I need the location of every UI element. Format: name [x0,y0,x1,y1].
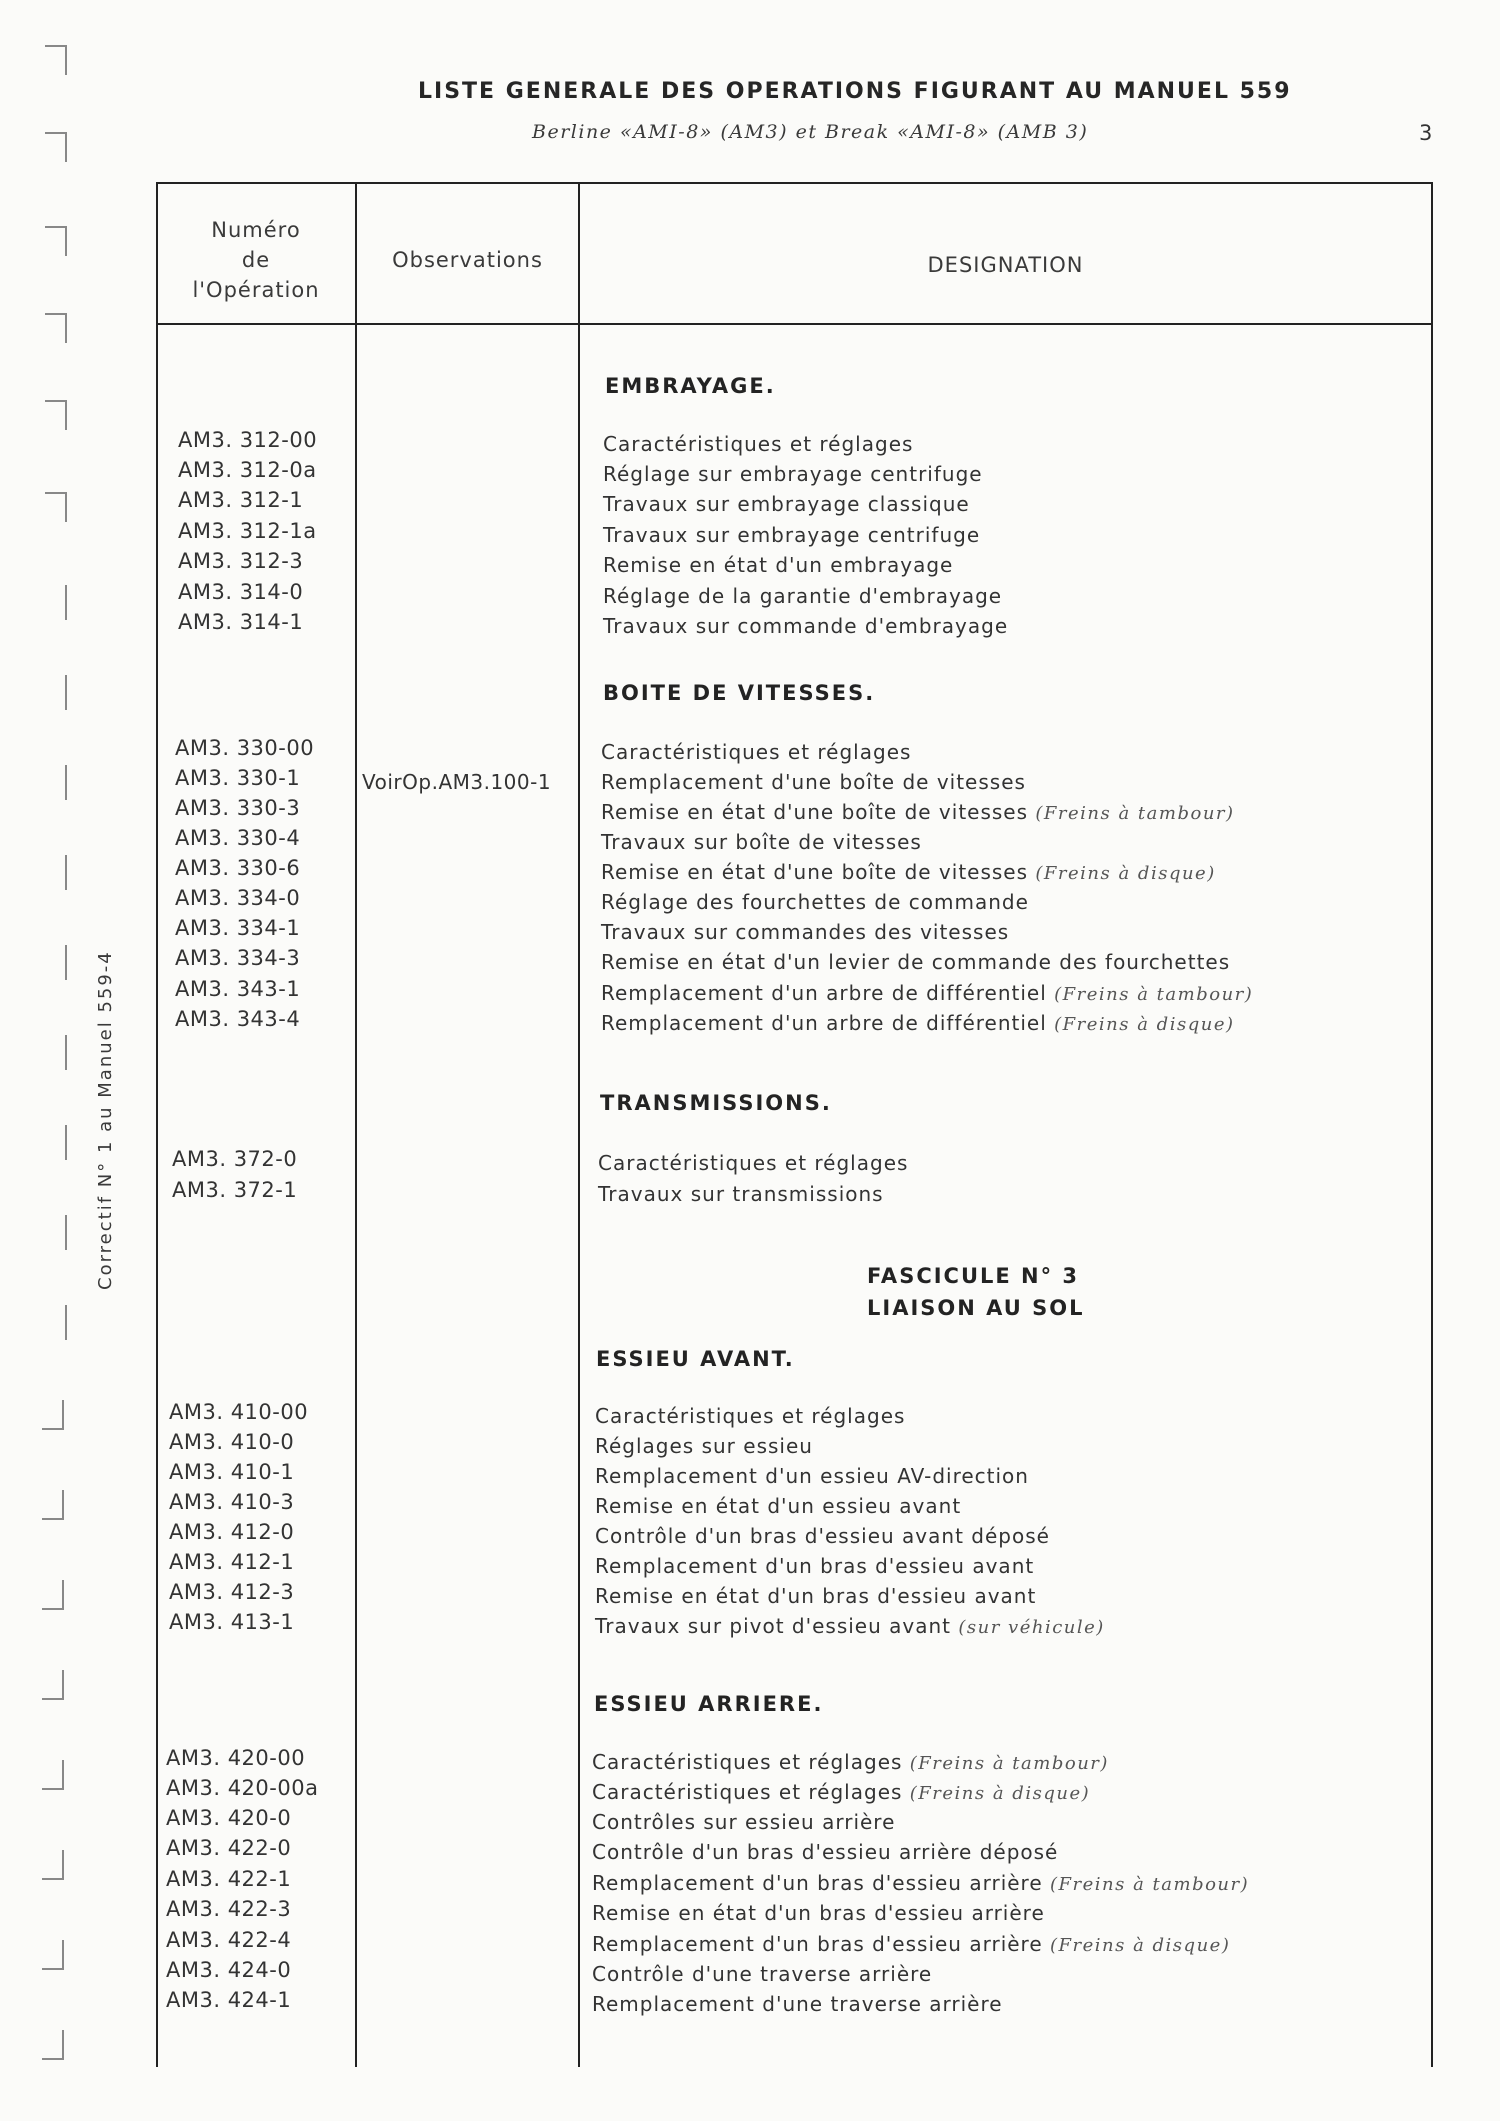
operation-number: AM3. 314-1 [178,610,304,634]
operation-designation: Caractéristiques et réglages [595,1404,906,1428]
margin-mark [45,226,67,256]
operation-designation: Travaux sur commandes des vitesses [601,920,1010,944]
operation-designation: Remplacement d'un essieu AV-direction [595,1464,1029,1488]
operation-number: AM3. 334-3 [175,946,301,970]
operation-designation: Remise en état d'une boîte de vitesses (Freins à tambour) [601,800,1235,824]
operation-designation: Caractéristiques et réglages (Freins à disque) [592,1780,1091,1804]
operation-designation: Remise en état d'un embrayage [603,553,954,577]
operation-number: AM3. 372-1 [172,1178,298,1202]
operation-number: AM3. 343-1 [175,977,301,1001]
margin-mark [45,1125,67,1160]
section-title-essieu-avant: ESSIEU AVANT. [596,1347,795,1371]
side-note: Correctif N° 1 au Manuel 559-4 [95,950,116,1290]
operation-designation: Réglage des fourchettes de commande [601,890,1029,914]
operation-number: AM3. 330-3 [175,796,301,820]
margin-mark [45,45,67,75]
margin-mark [45,400,67,430]
operation-number: AM3. 330-4 [175,826,301,850]
operation-designation: Remise en état d'un levier de commande des fourchettes [601,950,1231,974]
operation-number: AM3. 412-0 [169,1520,295,1544]
operation-designation: Travaux sur boîte de vitesses [601,830,922,854]
operation-number: AM3. 410-00 [169,1400,309,1424]
operation-number: AM3. 372-0 [172,1147,298,1171]
operation-designation: Contrôle d'une traverse arrière [592,1962,933,1986]
operation-designation: Remplacement d'un arbre de différentiel (Freins à disque) [601,1011,1235,1035]
header-number-line-2: de [241,248,271,272]
margin-mark [45,675,67,710]
margin-mark [42,1580,64,1610]
operation-number: AM3. 334-1 [175,916,301,940]
operation-number: AM3. 420-0 [166,1806,292,1830]
margin-mark [45,765,67,800]
operation-number: AM3. 422-0 [166,1836,292,1860]
operation-number: AM3. 314-0 [178,580,304,604]
margin-mark [45,855,67,890]
page-number: 3 [1419,121,1433,145]
operation-designation: Remplacement d'un bras d'essieu arrière (Freins à disque) [592,1932,1231,1956]
operation-designation: Remise en état d'un bras d'essieu avant [595,1584,1037,1608]
margin-mark [42,1490,64,1520]
operation-designation: Travaux sur transmissions [598,1182,884,1206]
margin-mark [45,132,67,162]
operation-designation: Remplacement d'une boîte de vitesses [601,770,1026,794]
operation-number: AM3. 312-1a [178,519,317,543]
operation-number: AM3. 343-4 [175,1007,301,1031]
table-right-border [1431,182,1433,2067]
operation-designation: Travaux sur embrayage classique [603,492,970,516]
table-top-border [156,182,1433,184]
operation-number: AM3. 420-00a [166,1776,319,1800]
fascicule-number: FASCICULE N° 3 [867,1264,1080,1288]
operation-designation: Remise en état d'une boîte de vitesses (Freins à disque) [601,860,1216,884]
table-header-divider [156,323,1433,325]
table-left-border [156,182,158,2067]
operation-designation: Travaux sur pivot d'essieu avant (sur véhicule) [595,1614,1105,1638]
operation-number: AM3. 412-3 [169,1580,295,1604]
operation-designation: Réglages sur essieu [595,1434,813,1458]
operation-designation: Contrôles sur essieu arrière [592,1810,896,1834]
margin-mark [45,1305,67,1340]
margin-mark [45,1035,67,1070]
operation-designation: Travaux sur commande d'embrayage [603,614,1009,638]
operation-number: AM3. 410-3 [169,1490,295,1514]
page-subtitle: Berline «AMI-8» (AM3) et Break «AMI-8» (AMB 3) [532,121,1089,143]
margin-mark [42,1850,64,1880]
section-title-embrayage: EMBRAYAGE. [605,374,776,398]
operation-designation: Remise en état d'un bras d'essieu arrière [592,1901,1045,1925]
margin-mark [45,492,67,522]
table-column-divider-2 [578,182,580,2067]
operation-number: AM3. 334-0 [175,886,301,910]
section-title-boite-de-vitesses: BOITE DE VITESSES. [603,681,876,705]
operation-number: AM3. 312-1 [178,488,304,512]
operation-designation: Remplacement d'une traverse arrière [592,1992,1003,2016]
operation-number: AM3. 413-1 [169,1610,295,1634]
header-number-line-1: Numéro [211,218,301,242]
operation-designation: Contrôle d'un bras d'essieu arrière déposé [592,1840,1059,1864]
margin-mark [42,1760,64,1790]
margin-mark [45,1215,67,1250]
header-operation-number [160,215,352,305]
operation-number: AM3. 410-1 [169,1460,295,1484]
operation-designation: Contrôle d'un bras d'essieu avant déposé [595,1524,1050,1548]
operation-number: AM3. 410-0 [169,1430,295,1454]
operation-designation: Caractéristiques et réglages (Freins à tambour) [592,1750,1109,1774]
operation-number: AM3. 412-1 [169,1550,295,1574]
operation-number: AM3. 312-0a [178,458,317,482]
section-title-transmissions: TRANSMISSIONS. [600,1091,832,1115]
operation-designation: Réglage sur embrayage centrifuge [603,462,983,486]
operation-number: AM3. 422-3 [166,1897,292,1921]
page-title: LISTE GENERALE DES OPERATIONS FIGURANT AU MANUEL 559 [418,79,1292,104]
operation-number: AM3. 312-3 [178,549,304,573]
operation-number: AM3. 330-6 [175,856,301,880]
observation-note: VoirOp.AM3.100-1 [362,770,552,794]
operation-number: AM3. 424-0 [166,1958,292,1982]
operation-designation: Caractéristiques et réglages [598,1151,909,1175]
margin-mark [42,2030,64,2060]
operation-number: AM3. 422-4 [166,1928,292,1952]
margin-mark [45,945,67,980]
operation-number: AM3. 330-1 [175,766,301,790]
operation-designation: Remplacement d'un bras d'essieu avant [595,1554,1035,1578]
operation-designation: Remplacement d'un bras d'essieu arrière (Freins à tambour) [592,1871,1250,1895]
header-observations: Observations [392,248,543,272]
fascicule-subtitle: LIAISON AU SOL [867,1296,1085,1320]
margin-mark [42,1670,64,1700]
header-number-line-3: l'Opération [192,278,320,302]
operation-number: AM3. 422-1 [166,1867,292,1891]
table-column-divider-1 [355,182,357,2067]
operation-designation: Remplacement d'un arbre de différentiel (Freins à tambour) [601,981,1254,1005]
margin-mark [45,313,67,343]
operation-designation: Remise en état d'un essieu avant [595,1494,962,1518]
operation-designation: Caractéristiques et réglages [601,740,912,764]
operation-designation: Caractéristiques et réglages [603,432,914,456]
operation-number: AM3. 312-00 [178,428,318,452]
margin-mark [45,585,67,620]
operation-number: AM3. 330-00 [175,736,315,760]
operation-designation: Travaux sur embrayage centrifuge [603,523,981,547]
operation-number: AM3. 420-00 [166,1746,306,1770]
operation-designation: Réglage de la garantie d'embrayage [603,584,1003,608]
margin-mark [42,1940,64,1970]
section-title-essieu-arriere: ESSIEU ARRIERE. [594,1692,824,1716]
header-designation: DESIGNATION [927,253,1084,277]
margin-mark [42,1400,64,1430]
operation-number: AM3. 424-1 [166,1988,292,2012]
